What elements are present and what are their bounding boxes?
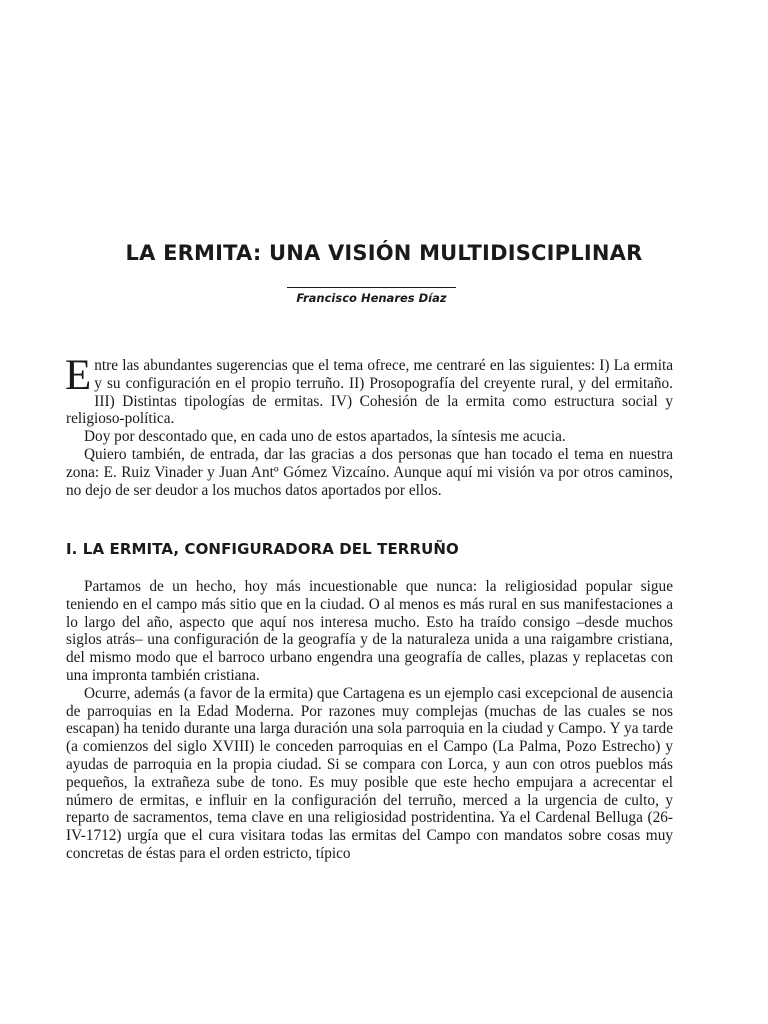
drop-cap: E (65, 352, 92, 399)
section-text (66, 578, 673, 863)
intro-text (65, 352, 673, 499)
section-paragraph-1: Partamos de un hecho, hoy más incuestionable que nunca: la religiosidad popular sigue teniendo en el campo más sitio que en la ciudad. O al menos es más rural en sus manifestaciones a lo largo del año, aspecto que aquí nos interesa mucho. Esto ha traído consigo –desde muchos siglos atrás– una configuración de la geografía y de la naturaleza unida a una raigambre cristiana, del mismo modo que el barroco urbano engendra una geografía de calles, plazas y replacetas con una impronta también cristiana. (66, 578, 673, 684)
author-name: Francisco Henares Díaz (296, 291, 447, 305)
intro-paragraph-1-text: ntre las abundantes sugerencias que el tema ofrece, me centraré en las siguientes: I) La ermita y su configuración en el propio terruño. II) Prosopografía del creyente rural, y del ermitaño. III) Distintas tipologías de ermitas. IV) Cohesión de la ermita como estructura social y religioso-política. (66, 357, 673, 428)
intro-paragraph-1 (65, 352, 673, 428)
intro-paragraph-3: Quiero también, de entrada, dar las gracias a dos personas que han tocado el tema en nuestra zona: E. Ruiz Vinader y Juan Antº Gómez Vizcaíno. Aunque aquí mi visión va por otros caminos, no dejo de ser deudor a los muchos datos aportados por ellos. (66, 445, 673, 499)
page-title: LA ERMITA: UNA VISIÓN MULTIDISCIPLINAR (125, 241, 643, 265)
section-heading: I. LA ERMITA, CONFIGURADORA DEL TERRUÑO (66, 540, 459, 558)
intro-paragraph-2: Doy por descontado que, en cada uno de estos apartados, la síntesis me acucia. (84, 428, 566, 446)
author-rule-divider (287, 287, 456, 288)
section-paragraph-2: Ocurre, además (a favor de la ermita) que Cartagena es un ejemplo casi excepcional de ausencia de parroquias en la Edad Moderna. Por razones muy complejas (muchas de las cuales se nos escapan) ha tenido durante una larga duración una sola parroquia en la ciudad y Campo. Y ya tarde (a comienzos del siglo XVIII) le conceden parroquias en el Campo (La Palma, Pozo Estrecho) y ayudas de parroquia en la propia ciudad. Si se compara con Lorca, y aun con otros pueblos más pequeños, la extrañeza sube de tono. Es muy posible que este hecho empujara a acrecentar el número de ermitas, e influir en la configuración del terruño, merced a la urgencia de culto, y reparto de sacramentos, tema clave en una religiosidad postridentina. Ya el Cardenal Belluga (26-IV-1712) urgía que el cura visitara todas las ermitas del Campo con mandatos sobre cosas muy concretas de éstas para el orden estricto, típico (66, 684, 673, 862)
